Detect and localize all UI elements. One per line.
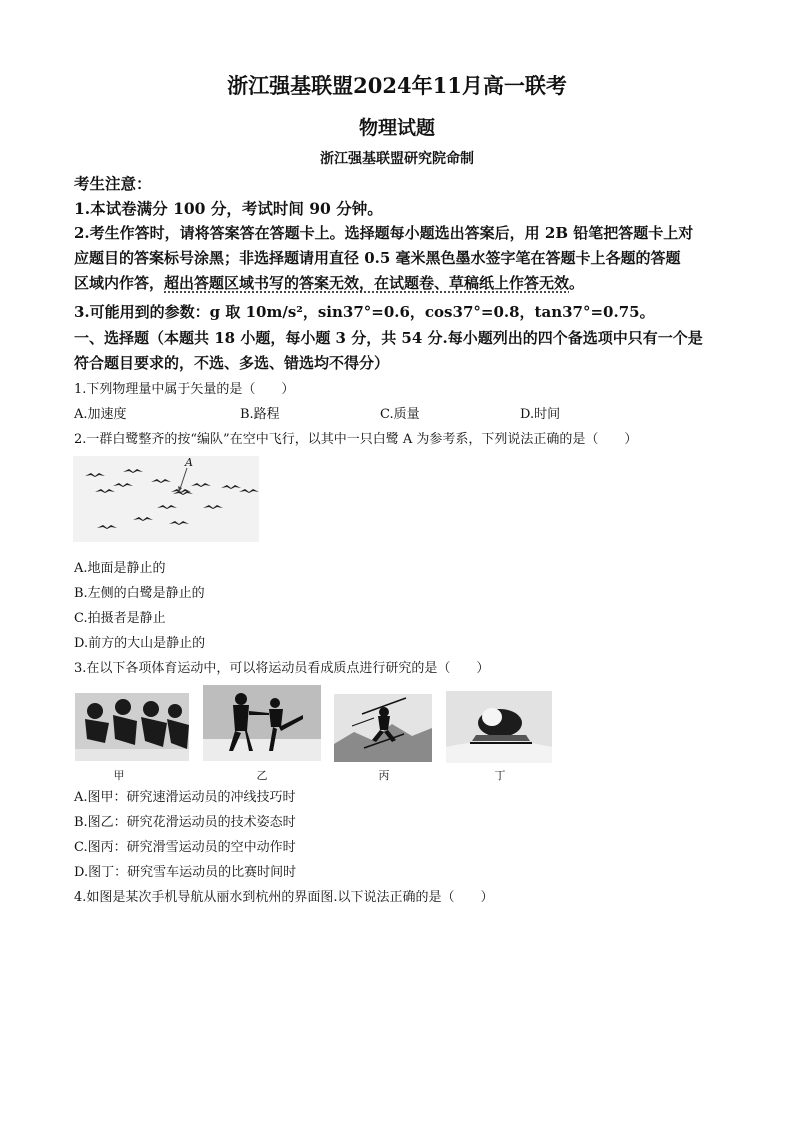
- notice-item-2-line-3-start: 区域内作答，: [74, 274, 165, 292]
- notice-emphasis: 超出答题区域书写的答案无效，在试题卷、草稿纸上作答无效: [164, 274, 570, 292]
- question-1-option-a: A.加速度: [74, 407, 127, 422]
- question-3-stem: 3.在以下各项体育运动中，可以将运动员看成质点进行研究的是（ ）: [74, 661, 490, 676]
- question-3-option-a: A.图甲：研究速滑运动员的冲线技巧时: [74, 790, 296, 805]
- notice-item-3: 3.可能用到的参数：g 取 10m/s²，sin37°=0.6，cos37°=0.8，tan37°=0.75。: [74, 303, 655, 321]
- notice-item-2-line-3-end: 。: [569, 274, 585, 292]
- question-2-option-a: A.地面是静止的: [74, 561, 166, 576]
- question-1-option-c: C.质量: [380, 407, 420, 422]
- question-2-option-d: D.前方的大山是静止的: [74, 636, 206, 651]
- exam-title: 浙江强基联盟2024年11月高一联考: [227, 73, 567, 98]
- question-1-stem: 1.下列物理量中属于矢量的是（ ）: [74, 382, 295, 397]
- question-3-option-c: C.图丙：研究滑雪运动员的空中动作时: [74, 840, 296, 855]
- caption-yi: 乙: [256, 769, 268, 782]
- photo-skeleton-sled: [446, 691, 552, 763]
- question-2-option-b: B.左侧的白鹭是静止的: [74, 586, 205, 601]
- egret-flock-illustration: [73, 456, 259, 542]
- question-3-option-b: B.图乙：研究花滑运动员的技术姿态时: [74, 815, 296, 830]
- aerial-skier-illustration: [334, 694, 432, 762]
- egret-photo: [73, 456, 259, 542]
- question-4-stem: 4.如图是某次手机导航从丽水到杭州的界面图.以下说法正确的是（ ）: [74, 890, 494, 905]
- question-1-option-b: B.路程: [240, 407, 280, 422]
- caption-ding: 丁: [494, 769, 506, 782]
- caption-bing: 丙: [378, 769, 390, 782]
- figure-skaters-illustration: [203, 685, 321, 761]
- notice-heading: 考生注意：: [74, 174, 152, 193]
- question-1-option-d: D.时间: [520, 407, 561, 422]
- exam-subtitle: 物理试题: [358, 117, 435, 139]
- photo-speed-skating: [75, 693, 189, 761]
- section-1-instructions-line-1: 一、选择题（本题共 18 小题，每小题 3 分，共 54 分.每小题列出的四个备选项中只有一个是: [74, 329, 703, 347]
- notice-item-2-line-3: [74, 272, 584, 293]
- question-2-option-c: C.拍摄者是静止: [74, 611, 166, 626]
- photo-figure-skating: [203, 685, 321, 761]
- question-2-stem: 2.一群白鹭整齐的按“编队”在空中飞行，以其中一只白鹭 A 为参考系，下列说法正确的是（ ）: [74, 432, 638, 447]
- photo-freestyle-skiing: [334, 694, 432, 762]
- notice-item-2-line-1: 2.考生作答时，请将答案答在答题卡上。选择题每小题选出答案后，用 2B 铅笔把答题卡上对: [74, 224, 694, 242]
- question-3-option-d: D.图丁：研究雪车运动员的比赛时间时: [74, 865, 297, 880]
- skeleton-racer-illustration: [446, 691, 552, 763]
- egret-a-label: A: [185, 456, 193, 469]
- speed-skaters-illustration: [75, 693, 189, 761]
- caption-jia: 甲: [113, 769, 125, 782]
- exam-author: 浙江强基联盟研究院命制: [320, 151, 474, 167]
- section-1-instructions-line-2: 符合题目要求的，不选、多选、错选均不得分）: [74, 354, 390, 372]
- notice-item-1: 1.本试卷满分 100 分，考试时间 90 分钟。: [74, 199, 383, 218]
- notice-item-2-line-2: 应题目的答案标号涂黑；非选择题请用直径 0.5 毫米黑色墨水签字笔在答题卡上各题的答题: [74, 249, 681, 267]
